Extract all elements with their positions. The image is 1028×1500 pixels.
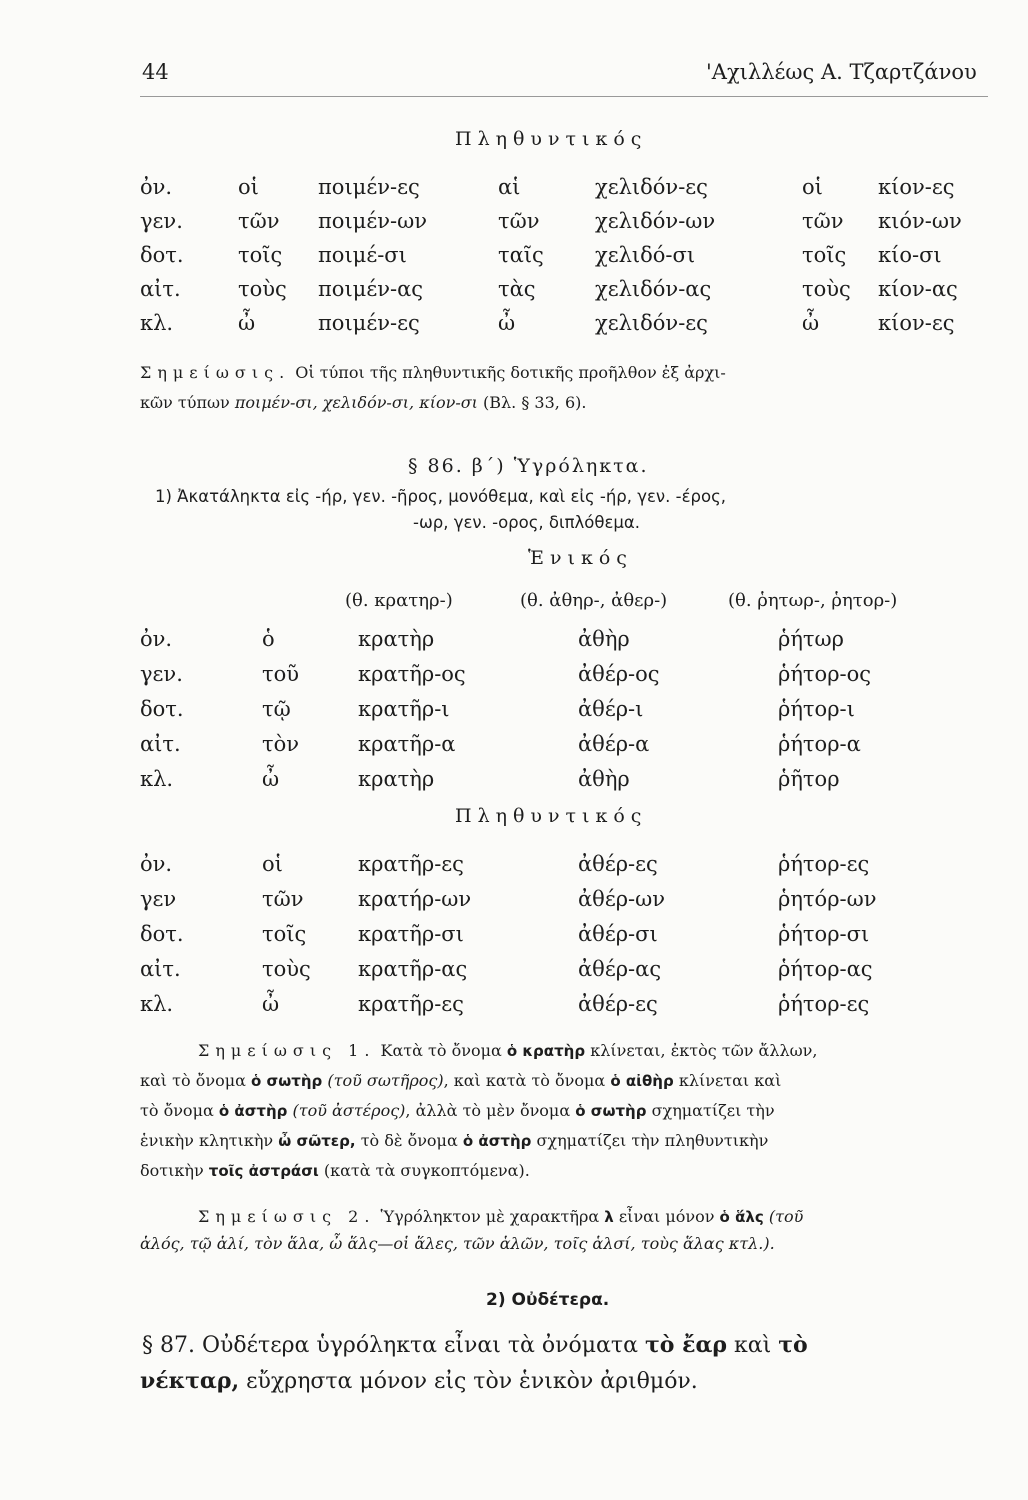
plural-1-cell: τῶν [238,209,280,233]
stem-2: (θ. ἀθηρ-, ἀθερ-) [520,590,668,611]
neuters-heading: 2) Οὐδέτερα. [486,1290,610,1310]
plural-2-cell: ῥητόρ-ων [778,887,877,911]
note-2-text: κλίνεται καὶ [678,1071,782,1090]
singular-cell: ἀθέρ-α [578,732,650,756]
note-2-text: ἑνικὴν κλητικὴν [140,1131,274,1150]
plural-1-cell: ποιμέ-σι [318,243,407,267]
section-87-number: § 87. [142,1333,195,1358]
plural-2-cell: ἀθέρ-ων [578,887,666,911]
section-86-title: § 86. β΄) Ὑγρόληκτα. [408,455,649,477]
singular-cell: κρατὴρ [358,767,435,791]
note-1-label: Σημείωσις. [140,363,291,382]
section-86-subtitle-1: 1) Ἀκατάληκτα εἰς -ήρ, γεν. -ῆρος, μονόθεμα, καὶ εἰς -ήρ, γεν. -έρος, [155,487,727,506]
note-2-text: , καὶ κατὰ τὸ ὄνομα [443,1071,606,1090]
plural-2-cell: κρατῆρ-ας [358,957,468,981]
stem-3: (θ. ῥητωρ-, ῥητορ-) [728,590,898,611]
plural-2-cell: τοῖς [262,922,307,946]
note-2-term: ὁ σωτὴρ [251,1072,323,1090]
plural-1-cell: τοῖς [802,243,847,267]
plural-2-cell: ῥήτορ-ες [778,992,870,1016]
plural-1-cell: κίον-ες [878,175,955,199]
note-2-line-2 [140,1066,781,1096]
plural-1-cell: χελιδόν-ας [595,277,712,301]
running-title: 'Αχιλλέως Α. Τζαρτζάνου [706,60,977,84]
plural-2-cell: ἀθέρ-ες [578,852,658,876]
plural-1-cell: χελιδό-σι [595,243,696,267]
note-2-text: Κατὰ τὸ ὄνομα [380,1041,502,1060]
singular-cell: ἀθέρ-ι [578,697,644,721]
note-3-line-2 [140,1229,775,1258]
plural-1-cell: κίον-ας [878,277,958,301]
note-2-text: (κατὰ τὰ συγκοπτόμενα). [323,1161,530,1180]
plural-1-cell: ὦ [802,311,820,335]
singular-cell: ῥῆτορ [778,767,840,791]
note-2-text: σχηματίζει τὴν πληθυντικὴν [536,1131,769,1150]
plural-2-cell: ἀθέρ-ας [578,957,662,981]
plural-1-cell: κλ. [140,311,174,335]
note-1-line-2 [140,388,586,417]
note-2-line-5 [140,1156,530,1186]
note-2-text: , ἀλλὰ τὸ μὲν ὄνομα [405,1101,571,1120]
note-2-italic: (τοῦ ἀστέρος) [292,1101,406,1120]
plural-1-cell: κιόν-ων [878,209,962,233]
plural-1-cell: χελιδόν-ες [595,175,708,199]
singular-cell: ῥήτορ-ι [778,697,855,721]
plural-1-cell: ὀν. [140,175,173,199]
singular-cell: ὀν. [140,627,173,651]
plural-2-cell: οἱ [262,852,283,876]
neuters-text: καὶ [734,1333,772,1358]
header-rule [140,96,988,97]
neuters-term: νέκταρ, [140,1368,240,1394]
plural-2-cell: τῶν [262,887,304,911]
singular-cell: κρατῆρ-ος [358,662,466,686]
plural-2-cell: ἀθέρ-ες [578,992,658,1016]
plural-1-cell: χελιδόν-ων [595,209,716,233]
singular-cell: κρατῆρ-α [358,732,456,756]
note-1-text-b: κῶν τύπων [140,393,230,412]
note-3-italic-forms: ἁλός, τῷ ἁλί, τὸν ἅλα, ὦ ἅλς—οἱ ἅλες, τῶν ἁλῶν, τοῖς ἁλσί, τοὺς ἅλας κτλ.). [140,1234,775,1253]
note-2-term: ὁ αἰθὴρ [610,1072,674,1090]
plural-1-cell: ποιμέν-ες [318,311,420,335]
singular-cell: ὁ [262,627,275,651]
note-2-term: ὁ κρατὴρ [506,1042,586,1060]
plural-2-cell: ῥήτορ-ες [778,852,870,876]
plural-2-cell: δοτ. [140,922,184,946]
plural-1-cell: τοὺς [802,277,851,301]
note-2-text: δοτικὴν [140,1161,204,1180]
note-2-text: τὸ δὲ ὄνομα [360,1131,458,1150]
note-2-italic: (τοῦ σωτῆρος) [327,1071,444,1090]
plural-2-cell: τοὺς [262,957,311,981]
plural-2-cell: ῥήτορ-σι [778,922,870,946]
plural-2-cell: ὀν. [140,852,173,876]
plural-1-cell: ποιμέν-ων [318,209,427,233]
stem-1: (θ. κρατηρ-) [345,590,453,611]
note-2-label: Σημείωσις 1. [198,1041,376,1060]
plural-2-cell: κρατήρ-ων [358,887,472,911]
neuters-text: εὔχρηστα μόνον εἰς τὸν ἑνικὸν ἀριθμόν. [246,1369,698,1394]
plural-1-cell: τῶν [802,209,844,233]
singular-cell: ἀθὴρ [578,627,630,651]
note-3-text: εἶναι μόνον [618,1207,715,1226]
singular-cell: κρατῆρ-ι [358,697,450,721]
plural-1-cell: τοὺς [238,277,287,301]
plural-1-cell: ποιμέν-ες [318,175,420,199]
note-2-term: τοῖς ἀστράσι [208,1162,319,1180]
singular-cell: ἀθέρ-ος [578,662,660,686]
plural-2-cell: κλ. [140,992,174,1016]
singular-cell: αἰτ. [140,732,181,756]
note-2-line-4 [140,1126,768,1156]
note-2-term: ὁ ἀστὴρ [462,1132,532,1150]
plural-heading-2: Πληθυντικός [455,805,648,827]
note-1-forms: ποιμέν-σι, χελιδόν-σι, κίον-σι [234,393,478,412]
singular-cell: ῥήτωρ [778,627,845,651]
singular-cell: τοῦ [262,662,300,686]
note-2-text: καὶ τὸ ὄνομα [140,1071,246,1090]
note-1-line-1 [140,358,726,387]
neuters-line-2 [140,1368,698,1394]
note-2-text: τὸ ὄνομα [140,1101,214,1120]
note-3-line-1 [198,1202,803,1232]
plural-1-cell: ταῖς [498,243,544,267]
plural-1-cell: τοῖς [238,243,283,267]
neuters-line-1 [142,1332,808,1358]
singular-cell: ῥήτορ-ος [778,662,872,686]
plural-2-cell: αἰτ. [140,957,181,981]
plural-2-cell: γεν [140,887,177,911]
singular-cell: κλ. [140,767,174,791]
note-2-term: ὁ ἀστὴρ [218,1102,288,1120]
note-3-term: λ [604,1208,614,1226]
plural-1-cell: τῶν [498,209,540,233]
note-2-text: κλίνεται, ἐκτὸς τῶν ἄλλων, [590,1041,818,1060]
note-1-ref: (Βλ. § 33, 6). [483,393,587,412]
plural-heading-1: Πληθυντικός [455,128,648,150]
plural-1-cell: ποιμέν-ας [318,277,424,301]
singular-cell: ἀθὴρ [578,767,630,791]
plural-2-cell: κρατῆρ-σι [358,922,464,946]
page-number: 44 [142,60,169,84]
plural-1-cell: οἱ [802,175,823,199]
plural-2-cell: κρατῆρ-ες [358,992,464,1016]
plural-2-cell: ὦ [262,992,280,1016]
singular-cell: δοτ. [140,697,184,721]
plural-1-cell: χελιδόν-ες [595,311,708,335]
plural-2-cell: ἀθέρ-σι [578,922,658,946]
plural-1-cell: κίον-ες [878,311,955,335]
note-3-label: Σημείωσις 2. [198,1207,376,1226]
note-2-text: σχηματίζει τὴν [651,1101,775,1120]
neuters-term: τὸ [778,1332,808,1358]
neuters-term: τὸ ἔαρ [644,1332,728,1358]
note-1-text-a: Οἱ τύποι τῆς πληθυντικῆς δοτικῆς προῆλθον ἐξ ἀρχι- [295,363,726,382]
singular-cell: τὸν [262,732,300,756]
plural-1-cell: ὦ [498,311,516,335]
plural-1-cell: κίο-σι [878,243,942,267]
section-86-subtitle-2: -ωρ, γεν. -ορος, διπλόθεμα. [413,513,641,532]
plural-1-cell: τὰς [498,277,536,301]
plural-1-cell: οἱ [238,175,259,199]
singular-heading: Ἑνικός [528,547,633,569]
singular-cell: κρατὴρ [358,627,435,651]
plural-1-cell: δοτ. [140,243,184,267]
note-2-term: ὁ σωτὴρ [575,1102,647,1120]
singular-cell: ῥήτορ-α [778,732,861,756]
note-2-line-1 [198,1036,818,1066]
singular-cell: τῷ [262,697,291,721]
note-2-line-3 [140,1096,775,1126]
plural-1-cell: αἱ [498,175,521,199]
neuters-text: Οὐδέτερα ὑγρόληκτα εἶναι τὰ ὀνόματα [201,1333,638,1358]
singular-cell: γεν. [140,662,183,686]
plural-1-cell: γεν. [140,209,183,233]
plural-1-cell: ὦ [238,311,256,335]
note-3-text: Ὑγρόληκτον μὲ χαρακτῆρα [380,1207,600,1226]
singular-cell: ὦ [262,767,280,791]
note-2-term: ὦ σῶτερ, [278,1132,356,1150]
plural-1-cell: αἰτ. [140,277,181,301]
plural-2-cell: ῥήτορ-ας [778,957,873,981]
note-3-italic: (τοῦ [768,1207,804,1226]
plural-2-cell: κρατῆρ-ες [358,852,464,876]
note-3-term: ὁ ἅλς [719,1208,764,1226]
